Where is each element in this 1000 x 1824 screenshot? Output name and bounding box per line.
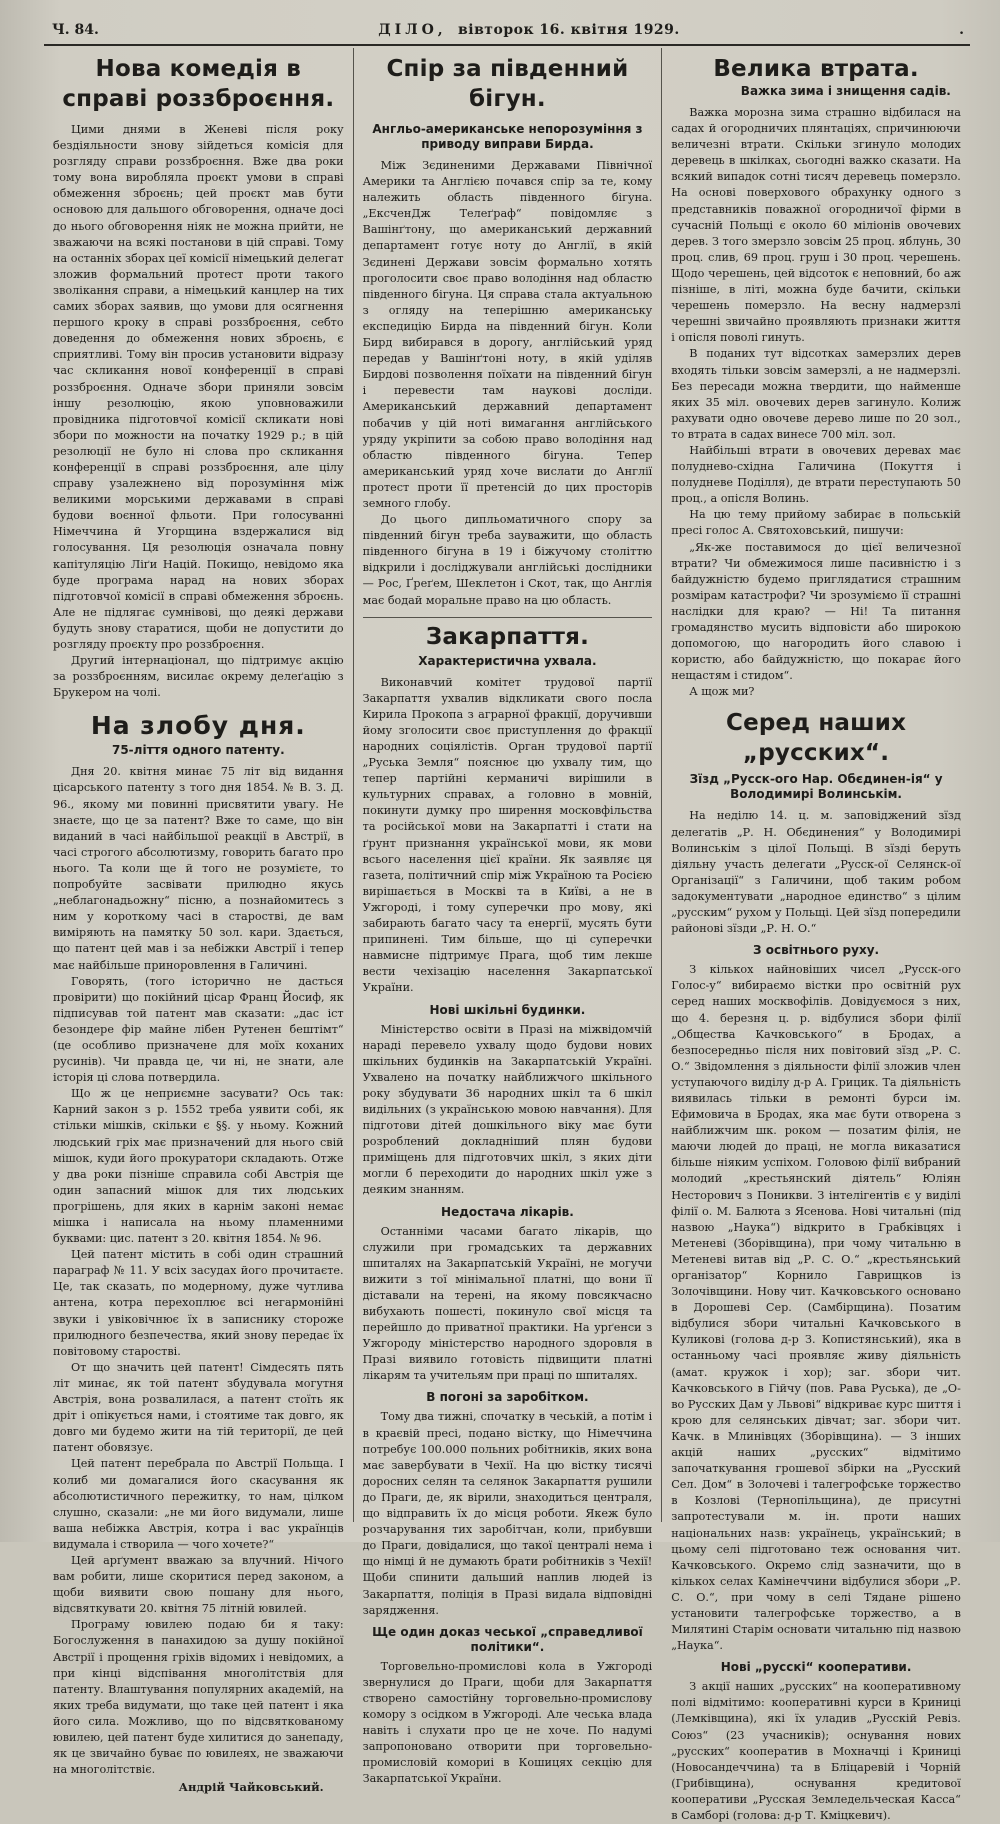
article-title: Нова комедія в справі роззброєння. xyxy=(62,56,335,112)
article-title: Закарпаття. xyxy=(425,623,590,650)
section-heading: Нові „русскі“ кооперативи. xyxy=(720,1660,912,1675)
article-disarmament xyxy=(53,54,344,701)
paragraph: „Як-же поставимося до цієї величезної втрати? Чи обмежимося лише пасивністю і з байдужністю будемо приглядатися страшним розмірам катастрофи? Чи зрозуміємо її страшні наслідки для краю? — Ні! Та питання громадянство мусить відповісти або широкою допомогою, що нагородить його славою і користю, або байдужністю, що покарає його нещастям і стидом“. xyxy=(671,540,961,683)
paragraph: Говорять, (того історично не дасться провірити) що покійний цісар Франц Йосиф, як підписував той патент мав сказати: „дас іст безондере фір майне лібен Рутенен бештімт“ (це особливо призначене для моїх коханих русинів). Чи правда це, чи ні, не знати, але історія ці слова потвердила. xyxy=(53,974,344,1085)
paragraph: Цей патент містить в собі один страшний параграф № 11. У всіх засудах його прочитаєте. Це, так сказать, по модерному, дуже чутлива антена, котра перехоплює всі негармонійні звуки і увіковічнює їх в записнику стороже прилюдного безпечества, який знову передає їх повітовому старостві. xyxy=(53,1248,344,1358)
article-title: Серед наших „русских“. xyxy=(726,710,907,767)
paragraph: Найбільші втрати в овочевих деревах має полудневo-східна Галичина (Покуття і полудневе Поділля), де втрати переступають 50 проц., а опісля Волинь. xyxy=(671,443,961,506)
masthead-center xyxy=(378,22,680,38)
column-divider xyxy=(363,617,653,618)
paragraph: Виконавчий комітет трудової партії Закарпаття ухвалив відкликати свого посла Кирила Прокопа з аграрної фракції, доручивши йому зголосити своє приступлення до фракції народних соціялістів. Орган трудової партії „Руська Земля“ пояснює цю ухвалу тим, що тепер партійні керманичі вирішили в культурних справах, а головно в мовній, покинути думку про ширення московфільства та російської мови на Закарпатті і стати на ґрунт признання української мови, як мови всього населення цієї країни. Як заявляє ця газета, політичний спір між Україною та Росією вирішається в Москві та в Київі, а не в Ужгороді, і тому суперечки про мову, які забирають багато часу та енергії, мусять бути припинені. Тим більше, що ці суперечки навмисне підтримує Прага, щоб тим лекше вести чехізацію населення Закарпатської України. xyxy=(362,675,653,995)
section-heading: З освітнього руху. xyxy=(753,943,880,958)
paragraph: Між Зєдиненими Державами Північної Америки та Англією почався спір за те, кому належить область південного бігуна. „ЕксченДж Телеґраф“ повідомляє з Вашінґтону, що американський державний департамент готує ноту до Англії, в якій Зєдинені Держави зовсім формально хотять проголосити своє право володіння над областю південного бігуна. Ця справа стала актуальною з огляду на теперішню американську експедицію Бирда на південний бігун. Коли Бирд вибирався в дорогу, англійський уряд передав у Вашінґтоні ноту, в якій уділяв Бирдові позволення поїхати на південний бігун і перевести там наукові досліди. Американський державний департамент побачив у цій ноті вимагання англійського уряду укріпити за собою право володіння над областю південного бігуна. Тепер американський уряд хоче вислати до Англії протест проти її претенсій до цих просторів земного глобу. xyxy=(362,159,653,510)
section-heading: Нові шкільні будинки. xyxy=(429,1002,586,1017)
article-transcarpathia xyxy=(363,622,653,1788)
paragraph: До цього дипльоматичного спору за південний бігун треба зауважити, що область південного бігуна в 19 і біжучому століттю відкрили і досліджували англійські дослідники — Рос, Ґреґем, Шеклетон і Скот, так, що Англія має бодай моральне право на цю область. xyxy=(362,513,653,607)
paragraph: На неділю 14. ц. м. заповіджений зїзд делегатів „Р. Н. Обєдинения“ у Володимирі Волинськім з цілої Польщі. В зїзді беруть діяльну участь делегати „Русск-ої Селянск-ої Організації“ з Галичини, щоб таким робом задокументувати „народное единство“ з цілим „русским“ рухом у Польщі. Цей зїзд попередили районові зїзди „Р. Н. О.“ xyxy=(671,809,961,936)
article-subtitle: 75-ліття одного патенту. xyxy=(111,743,285,758)
paragraph: От що значить цей патент! Сімдесять пять літ минає, як той патент збудувала могутня Австрія, вона розвалилася, а патент стоїть як дріт і опікується нами, і стоятиме так довго, як довго ми будемо жити на тій території, де цей патент обовязує. xyxy=(53,1360,344,1455)
paragraph: Що ж це неприємне засувати? Ось так: Карний закон з р. 1552 треба уявити собі, як стільки мішків, скільки є §§. у ньому. Кожний людський гріх має призначений для нього свій мішок, куди його прокуратори складають. Отже у два роки пізніше справила собі Австрія ще один запасний мішок для тих людських прогрішень, для яких в карнім законі немає мішка і написала на ньому пламенними буквами: цис. патент з 20. квітня 1854. № 96. xyxy=(53,1087,344,1246)
paragraph: Торговельно-промислові кола в Ужгороді звернулися до Праги, щоби для Закарпаття створено самостійну торговельно-промислову комору з осідком в Ужгороді. Але чеська влада навіть і слухати про це не хоче. По надумі запропоновано отворити при торговельно-промисловій комориі в Кошицях секцію для Закарпатської України. xyxy=(362,1659,653,1786)
paragraph: Тому два тижні, спочатку в чеській, а потім і в краєвій пресі, подано вістку, що Німеччина потребує 100.000 польних робітників, яких вона має завербувати в Чехії. На цю вістку тисячі доросних селян та селянок Закарпаття рушили до Праги, де, як вірили, знаходиться централя, що відправить їх до місця роботи. Якеж було розчарування тих заробітчан, коли, прибувши до Праги, довідалися, що такої централі нема і що німці й не думають брати робітників з Чехії! Щоби спинити дальший наплив людей із Закарпаття, поліція в Празі видала відповідні зарядження. xyxy=(362,1410,653,1617)
paragraph: Цей патент перебрала по Австрії Польща. І колиб ми домагалися його скасування як абсолютистичного пережитку, то нам, цілком слушно, сказали: „не ми його видумали, лише ваша небіжка Австрія, котра і вас українців видумала і створила — чого хочете?“ xyxy=(53,1457,344,1551)
column-right xyxy=(661,48,970,1822)
paragraph: Останніми часами багато лікарів, що служили при громадських та державних шпиталях на Закарпатській Україні, не могучи вижити з тої мінімальної платні, що вони її діставали на терені, на якому повсякчасно вибухають пошесті, покинуло свої місця та перейшло до приватної практики. На урґенси з Ужгороду міністерство народного здоровля в Празі виявило готовість підвищити платні лікарям та учительям при праці по шпиталях. xyxy=(362,1224,653,1383)
masthead-mark: . xyxy=(959,22,964,38)
article-title: Велика втрата. xyxy=(713,56,919,82)
paper-name: ДІЛО, xyxy=(378,22,447,38)
article-great-loss xyxy=(671,54,961,700)
paragraph: Важка морозна зима страшно відбилася на садах й огородничих плянтаціях, спричинюючи величезні втрати. Скільки згинуло молодих деревець в шкілках, сьогодні важко сказати. На всякий випадок сотні тисяч деревець померзло. На основі поверхового обрахунку одного з представників поважної огородничої фірми в сучасній Польщі є около 60 міліонів овочевих дерев. З того змерзло зовсім 25 проц. яблунь, 30 проц. слив, 69 проц. груш і 30 проц. черешень. Щодо черешень, цей відсоток є неповний, бо аж пізніше, в літі, можна буде бачити, скільки черешень померзло. На весну надмерзлі черешні звичайно проявляють признаки життя і опісля поволі гинуть. xyxy=(671,106,961,345)
paragraph: Цими днями в Женеві після року бездіяльности знову зійдеться комісія для розгляду справи роззброєння. Вже два роки тому вона виробляла проєкт умови в справі обмеження зброєнь; цей проєкт мав бути основою для дальшого обговорення, одначе досі до нього обговорення ніяк не можна прийти, не зважаючи на всякі постанови в цій справі. Тому на останніх зборах цеї комісії німецький делегат зложив формальний протест проти такого зволікання справи, а німецький канцлер на тих самих зборах заявив, що умови для осягнення першого кроку в справі роззброєння, себто доведення до обмеження нових зброєнь, є сприятливі. Тому він просив установити відразу час скликання нової конференції в справі роззброєння. Одначе збори приняли зовсім іншу резолюцію, якою уповноважили провідника підготовчої комісії скликати нові збори по можности на початку 1929 р.; в цій резолюції не було ні слова про скликання конференції в справі роззброєння, але цілу справу узалежнено від порозуміння між великими морськими державами в справі будови воєнної фльоти. При голосуванні Німеччина й Угорщина вздержалися від голосування. Ця резолюція означала повну капітуляцію Ліґи Націй. Покищо, невідомо яка буде програма нарад на нових зборах підготовчої комісії в справі обмеження зброєнь. Але не підлягає сумнівові, що деякі держави будуть знову старатися, щоби не допустити до розгляду проєкту про роззброєння. xyxy=(53,123,344,651)
article-russkie xyxy=(671,708,961,1824)
column-left xyxy=(44,48,353,1795)
paragraph: А щож ми? xyxy=(689,685,755,699)
article-subtitle: Зїзд „Русск-ого Нар. Обєдинен-ія“ у Володимирі Волинськім. xyxy=(689,772,943,802)
article-title: На злобу дня. xyxy=(90,711,306,741)
section-heading: В погоні за заробітком. xyxy=(426,1390,589,1405)
paragraph: Дня 20. квітня минає 75 літ від видання цісарського патенту з того дня 1854. № В. З. Д. 96., якому ми повинні присвятити увагу. Не знаєте, що це за патент? Вже то саме, що він виданий в часі найбільшої реакції в Австрії, в часі строгого абсолютизму, говорить багато про нього. Та коли ще й того не розумієте, то попробуйте засвівати прилюдно якусь „неблагонадьожну“ пісню, а познайомитесь з ним у короткому часі в старостві, де вам виміряють на памятку 50 зол. кари. Здається, що патент цей мав і за небіжки Австрії і тепер має найбільше приноровлення в Галичині. xyxy=(53,765,344,972)
column-middle xyxy=(353,48,662,1786)
section-heading: Недостача лікарів. xyxy=(441,1204,574,1219)
paragraph: На цю тему прийому забирає в польській пресі голос А. Святоховський, пишучи: xyxy=(671,508,961,538)
article-title: Спір за південний бігун. xyxy=(386,56,629,112)
columns xyxy=(44,48,970,1822)
paragraph: З акції наших „русских“ на кооперативному полі відмітимо: кооперативні курси в Криниці (Лемківщина), які їх уладив „Русскій Ревіз. Союз“ (23 учасників); оснування нових „русских“ кооператив в Мохначці і Криниці (Новосандеччина) та в Бліцаревій і Чорній (Грибівщина), оснування кредитової кооперативи „Русская Земледельческая Касса“ в Самборі (голова: д-р Т. Кміцкевич). xyxy=(671,1680,961,1822)
page-number: Ч. 84. xyxy=(52,22,99,38)
paragraph: Програму ювилею подаю би я таку: Богослуження в панахидою за душу покійної Австрії і прощення гріхів відомих і невідомих, а при кінці відспівання многолітствія для патенту. Влаштування популярних академій, на яких треба видумати, що таке цей патент і яка його сила. Можливо, що по відсвяткованому ювилею, цей патент буде хилитися до занепаду, як це звичайно буває по ювилеях, не зважаючи на многолітствіє. xyxy=(53,1618,344,1777)
paragraph: Цей арґумент вважаю за влучний. Нічого вам робити, лише скоритися перед законом, а щоби виявити свою пошану для нього, відсвяткувати 20. квітня 75 літній ювилей. xyxy=(53,1553,344,1616)
paragraph: З кількох найновіших чисел „Русск-ого Голос-у“ вибираємо вістки про освітній рух серед наших москвофілів. Довідуємося з них, що 4. березня ц. р. відбулися збори філії „Общества Качковського“ в Бродах, а безпосередньо після них повітовий зїзд „Р. С. О.“ Звідомлення з діяльности філії зложив член уступаючого виділу д-р А. Грицик. Та діяльність виявилась тільки в ремонті бурси ім. Ефимовича в Бродах, яка має бути отворена з найближчим шк. роком — позатим філія, не маючи людей до праці, не могла виказатися більше ніяким успіхом. Головою філії вибраний молодий „крестьянский діятель“ Юліян Несторович з Поникви. З інтелігентів є у виділі філії о. М. Балюта з Ясенова. Нові читальні (під назвою „Наука“) відкрито в Грабківцях і Метеневі (Зборівщина), при чому читальню в Метеневі витав від „Р. С. О.“ „крестьянський організатор“ Корнило Гаврищков із Золочівщини. Нову чит. Качковського основано в Дорошеві Сер. (Самбірщина). Позатим відбулися збори читальні Качковського в Куликові (голова д-р З. Копистянський), яка в останньому часі проявляє живу діяльність (амат. кружок і хор); заг. збори чит. Качковського в Гійчу (пов. Рава Руська), де „О-во Русских Дам у Львові“ відкриває курс шиття і крою для селянських дівчат; заг. збори чит. Качк. в Млинівцях (Зборівщина). — З інших акцій наших „русских“ відмітимо започаткування грошевої збірки на „Русский Сел. Дом“ в Золочеві і талегрофське торжество в Козлові (Тернопільщина), де присутні запротестували м. ін. проти наших національних назв: українець, український; в цьому селі підготовано теж основання чит. Качковського. Окремо слід зазначити, що в кількох селах Камінеччини відбулися збори „Р. С. О.“, при чому в селі Тядане рішено установити талегрофське торжество, а в Милятині Старім основати читальню під назвою „Наука“. xyxy=(671,963,961,1653)
paragraph: Другий інтернаціонал, що підтримує акцію за роззброєнням, висилає окрему делеґацію з Брукером на чолі. xyxy=(53,654,344,700)
masthead xyxy=(44,22,970,46)
article-subtitle: Характеристична ухвала. xyxy=(418,653,597,668)
section-heading: Ще один доказ чеської „справедливої політики“. xyxy=(372,1624,643,1654)
article-patent xyxy=(53,711,344,1794)
issue-date: вівторок 16. квітня 1929. xyxy=(458,22,680,38)
article-subtitle: Англьо-американське непорозуміння з приводу виправи Бирда. xyxy=(372,122,643,151)
paragraph: Міністерство освіти в Празі на міжвідомчій нараді перевело ухвалу щодо будови нових шкільних будинків на Закарпатській Україні. Ухвалено на початку найближчого шкільного року збудувати 36 народних шкіл та 6 шкіл видільних (з українською мовою навчання). Для підготови дітей дошкільного віку має бути розроблений докладніший плян будови приміщень для підготовчих шкіл, з яких діти могли б переходити до народних шкіл уже з деяким знанням. xyxy=(362,1022,653,1197)
article-south-pole xyxy=(363,54,653,609)
author-signature: Андрій Чайковський. xyxy=(178,1780,324,1795)
article-subtitle: Важка зима і знищення садів. xyxy=(740,84,951,98)
paragraph: В поданих тут відсотках замерзлих дерев входять тільки зовсім замерзлі, а не надмерзлі. Без пересади можна твердити, що найменше яких 35 міл. овочевих дерев загинуло. Колиж рахувати одно овочеве дерево лише по 20 зол., то втрата в садах винесе 700 міл. зол. xyxy=(671,347,961,441)
